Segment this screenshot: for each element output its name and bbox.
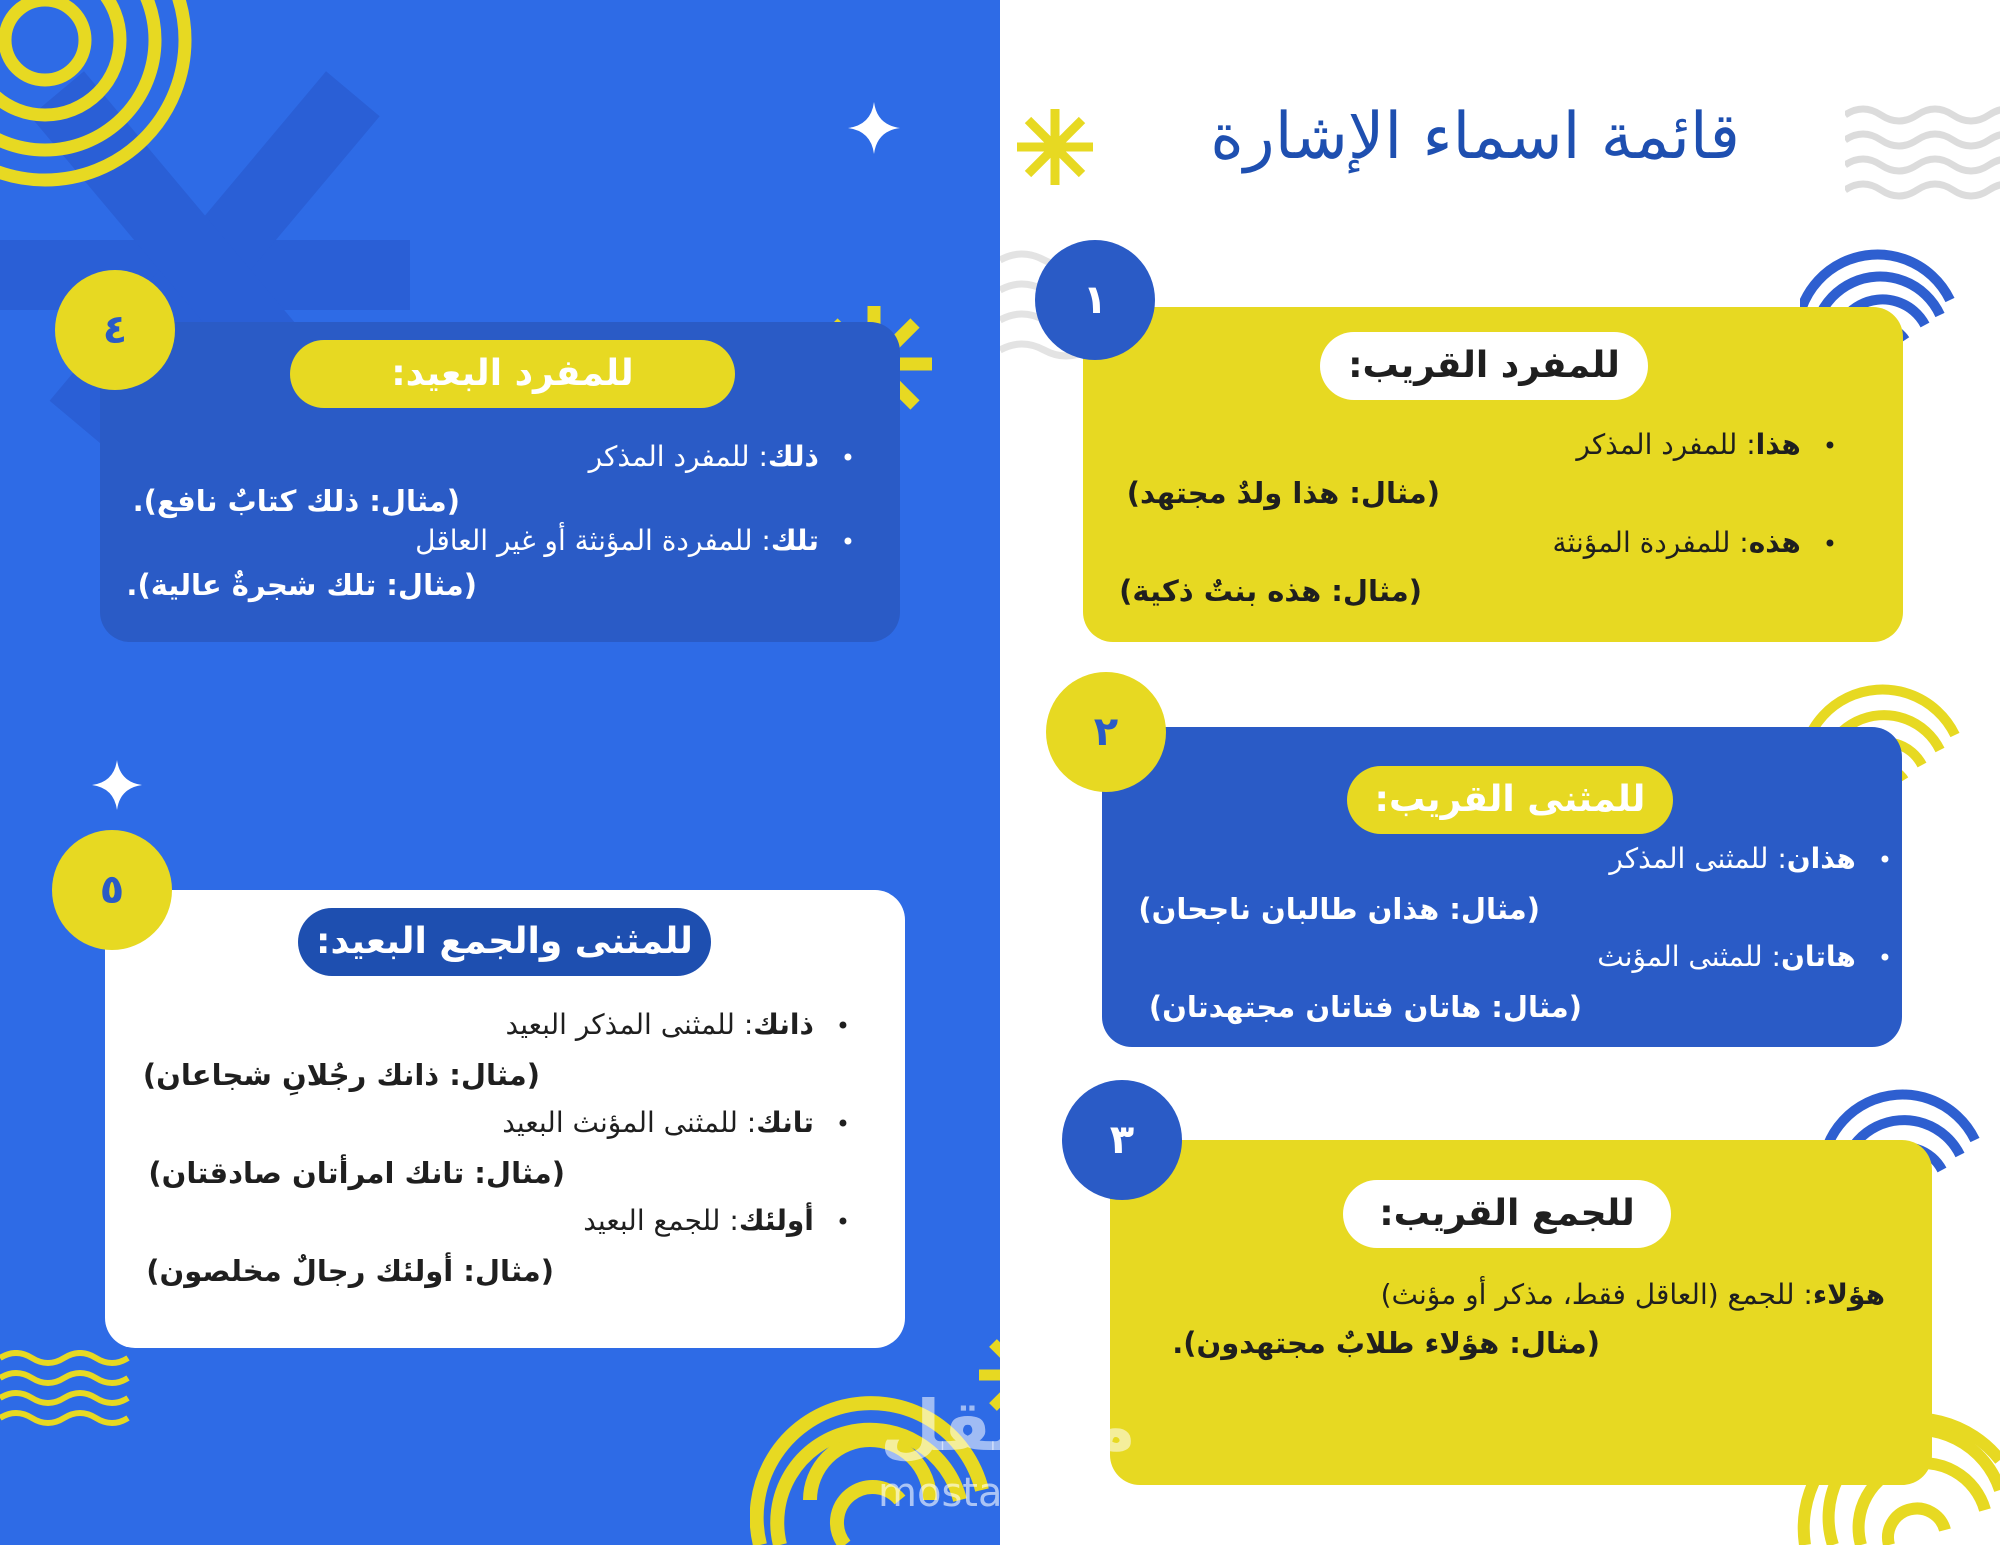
sparkle-icon [92, 760, 142, 810]
term: هذان [1786, 842, 1856, 875]
bullet: • [835, 1110, 850, 1138]
term: هذه [1748, 526, 1801, 559]
list-item [1597, 940, 1892, 973]
bullet: • [1877, 846, 1892, 874]
term: تانك [756, 1106, 814, 1139]
example-text: (مثال: ذانك رجُلانِ شجاعان) [142, 1058, 540, 1092]
term: تلك [770, 524, 819, 557]
term-description: : للمفرد المذكر [588, 440, 768, 473]
card-number-badge: ٣ [1062, 1080, 1182, 1200]
term: هذا [1755, 428, 1801, 461]
example-text: (مثال: أولئك رجالٌ مخلصون) [146, 1254, 554, 1288]
term-description: : للمثنى المذكر البعيد [505, 1008, 754, 1041]
bullet: • [1877, 944, 1892, 972]
term-description: : للجمع البعيد [583, 1204, 739, 1237]
card-number-badge: ١ [1035, 240, 1155, 360]
card-number-badge: ٥ [52, 830, 172, 950]
example-text: (مثال: هاتان فتاتان مجتهدتان) [1148, 990, 1582, 1024]
list-item [415, 524, 855, 557]
list-item [1609, 842, 1892, 875]
asterisk-icon [1015, 107, 1095, 187]
sparkle-icon [848, 102, 900, 154]
list-item [1553, 526, 1837, 559]
example-text: (مثال: تانك امرأتان صادقتان) [148, 1156, 565, 1190]
card-number-badge: ٤ [55, 270, 175, 390]
list-item [1576, 428, 1837, 461]
bullet: • [840, 444, 855, 472]
concentric-arcs-decoration [0, 0, 200, 190]
term-description: : للمثنى المؤنث البعيد [502, 1106, 757, 1139]
term-description: : للمفردة المؤنثة [1552, 526, 1749, 559]
example-text: (مثال: ذلك كتابٌ نافع). [132, 484, 460, 518]
bullet: • [840, 528, 855, 556]
card-heading: للمفرد البعيد: [290, 340, 735, 408]
watermark-arabic: مستقل [880, 1385, 1137, 1467]
watermark-latin: mostaql.com [878, 1470, 1138, 1516]
list-item [506, 1008, 850, 1041]
term-description: : للمفرد المذكر [1576, 428, 1756, 461]
term-description: : للمثنى المذكر [1609, 842, 1787, 875]
term: هاتان [1780, 940, 1856, 973]
example-text: (مثال: هذه بنتٌ ذكية) [1119, 574, 1422, 608]
term: ذانك [753, 1008, 814, 1041]
card-heading: للمفرد القريب: [1320, 332, 1648, 400]
bullet: • [835, 1208, 850, 1236]
card-heading: للجمع القريب: [1343, 1180, 1671, 1248]
term: هؤلاء [1812, 1278, 1885, 1311]
list-item [583, 1204, 850, 1237]
term: أولئك [738, 1204, 814, 1237]
bullet: • [1822, 530, 1837, 558]
example-text: (مثال: هذا ولدٌ مجتهد) [1126, 476, 1440, 510]
card-heading: للمثنى القريب: [1347, 766, 1673, 834]
example-text: (مثال: تلك شجرةٌ عالية). [126, 568, 477, 602]
page-title: قائمة اسماء الإشارة [1210, 100, 1740, 174]
example-text: (مثال: هؤلاء طلابٌ مجتهدون). [1172, 1326, 1600, 1360]
term: ذلك [767, 440, 819, 473]
list-item [502, 1106, 850, 1139]
list-item [1381, 1278, 1885, 1311]
example-text: (مثال: هذان طالبان ناجحان) [1138, 892, 1540, 926]
bullet: • [835, 1012, 850, 1040]
term-description: : للجمع (العاقل فقط، مذكر أو مؤنث) [1380, 1278, 1813, 1311]
waves-decoration [0, 1350, 130, 1430]
term-description: : للمفردة المؤنثة أو غير العاقل [415, 524, 771, 557]
list-item [589, 440, 855, 473]
waves-decoration [1845, 105, 2000, 205]
card-number-badge: ٢ [1046, 672, 1166, 792]
term-description: : للمثنى المؤنث [1597, 940, 1781, 973]
bullet: • [1822, 432, 1837, 460]
card-heading: للمثنى والجمع البعيد: [298, 908, 711, 976]
